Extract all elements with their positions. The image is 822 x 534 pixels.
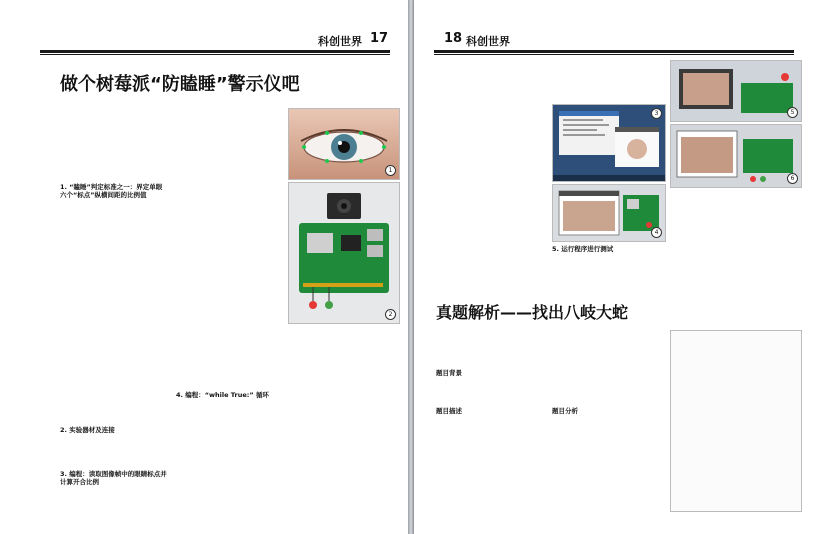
- raspberry-pi-hardware-illustration: [289, 183, 399, 323]
- desktop-screenshot-illustration: [553, 105, 665, 181]
- left-column2-lower-text: [176, 360, 284, 385]
- left-section1-heading: 1. “瞌睡”判定标准之一：界定单眼六个“标点”纵横间距的比例值: [60, 183, 163, 199]
- running-program-illustration: [553, 185, 665, 241]
- article2-col1-text: [436, 334, 546, 364]
- figure-number-5: 5: [787, 107, 798, 118]
- article2-col2-text: [552, 334, 664, 402]
- right-page: [414, 0, 822, 534]
- left-page-number: 17: [370, 31, 389, 46]
- figure-number-4: 4: [651, 227, 662, 238]
- running-program-figure: [552, 184, 666, 242]
- article2-section3-text: [552, 416, 664, 516]
- figure-number-1: 1: [385, 165, 396, 176]
- desktop-screenshot-figure: [552, 104, 666, 182]
- article2-title: 真题解析——找出八岐大蛇: [436, 303, 629, 322]
- right-header-rule-thin: [434, 54, 794, 55]
- article2-section2-heading: 题目描述: [436, 407, 462, 415]
- eye-landmarks-figure: [288, 108, 400, 180]
- left-column3-text: [288, 330, 398, 520]
- right-column1-text: [436, 66, 546, 284]
- left-section2-text: [60, 434, 168, 466]
- figure-number-2: 2: [385, 309, 396, 320]
- right-column3-text: [670, 190, 800, 286]
- photo-top-illustration: [671, 61, 801, 121]
- figure-number-6: 6: [787, 173, 798, 184]
- right-page-number: 18: [444, 31, 463, 46]
- photo-figure-bottom: [670, 124, 802, 188]
- left-section2-heading: 2. 实验器材及连接: [60, 426, 115, 434]
- left-section3-heading: 3. 编程：读取图像帧中的眼睛标点并计算开合比例: [60, 470, 167, 486]
- article2-section1-heading: 题目背景: [436, 369, 462, 377]
- right-brand: 科创世界: [466, 35, 510, 48]
- eye-illustration: [289, 109, 399, 179]
- left-article-title: 做个树莓派“防瞌睡”警示仪吧: [60, 74, 300, 95]
- left-header-rule-thin: [40, 54, 390, 55]
- left-header-meta: [190, 30, 310, 46]
- left-section4-heading: 4. 编程：“while True:” 循环: [176, 391, 269, 399]
- right-section5-heading: 5. 运行程序进行测试: [552, 245, 614, 253]
- left-section1-text: [60, 210, 168, 420]
- right-header-rule: [434, 50, 794, 53]
- photo-bottom-illustration: [671, 125, 801, 187]
- left-brand: 科创世界: [318, 35, 362, 48]
- left-intro-text: [60, 108, 168, 180]
- left-section4-text: [176, 400, 284, 510]
- left-page: [0, 0, 408, 534]
- right-section5-text: [552, 253, 664, 287]
- code-figure: [670, 330, 802, 512]
- left-header-rule: [40, 50, 390, 53]
- article2-section2-text: [436, 416, 546, 516]
- photo-figure-top: [670, 60, 802, 122]
- article2-section1-text: [436, 378, 546, 402]
- hardware-figure: [288, 182, 400, 324]
- article2-section3-heading: 题目分析: [552, 407, 578, 415]
- right-column2-text: [552, 66, 664, 100]
- figure-number-3: 3: [651, 108, 662, 119]
- left-column2-text: [176, 108, 284, 368]
